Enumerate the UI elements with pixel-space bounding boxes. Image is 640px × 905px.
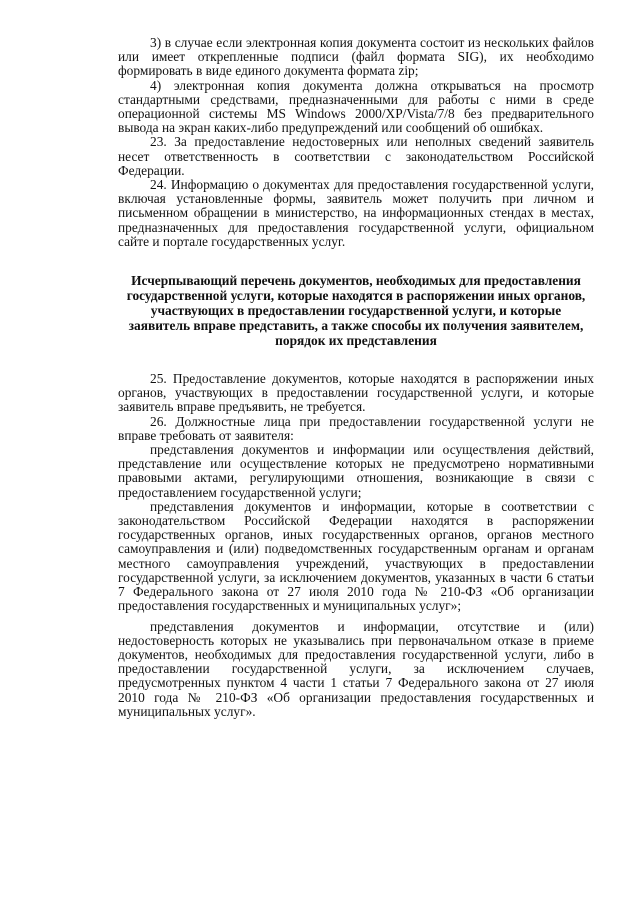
spacer bbox=[118, 358, 594, 372]
paragraph-26: 26. Должностные лица при предоставлении государственной услуги не вправе требовать от заявителя: bbox=[118, 413, 594, 443]
list-item-documents-not-indicated: представления документов и информации, отсутствие и (или) недостоверность которых не указывались при первоначальном отказе в приеме документов, необходимых для предоставления государственной услуги, либо в предоставлении государственной услуги, за исключением случаев, предусмотренных пунктом 4 части 1 статьи 7 Федерального закона от 27 июля 2010 года № 210-ФЗ «Об организации предоставления государственных и муниципальных услуг». bbox=[118, 618, 594, 719]
paragraph-23: 23. За предоставление недостоверных или неполных сведений заявитель несет ответственность в соответствии с законодательством Российской Федерации. bbox=[118, 134, 594, 178]
paragraph-25: 25. Предоставление документов, которые находятся в распоряжении иных органов, участвующих в предоставлении государственной услуги, и которые заявитель вправе предъявить, не требуется. bbox=[118, 371, 594, 415]
spacer bbox=[118, 249, 594, 263]
paragraph-item-4: 4) электронная копия документа должна открываться на просмотр стандартными средствами, предназначенными для работы с ними в среде операционной системы MS Windows 2000/XP/Vista/7/8 без предварительного вывода на экран каких-либо предупреждений или сообщений об ошибках. bbox=[118, 77, 594, 136]
list-item-documents-in-possession: представления документов и информации, которые в соответствии с законодательством Российской Федерации находятся в распоряжении государственных органов, иных государственных органов, органов местного самоуправления и (или) подведомственных государственным органам и органам местного самоуправления учреждений, участвующих в предоставлении государственной услуги, за исключением документов, указанных в части 6 статьи 7 Федерального закона от 27 июля 2010 года № 210-ФЗ «Об организации предоставления государственных и муниципальных услуг»; bbox=[118, 498, 594, 614]
section-heading: Исчерпывающий перечень документов, необходимых для предоставления государственной услуги, которые находятся в распоряжении иных органов, участвующих в предоставлении государственной услуги, и которые заявитель вправе представить, а также способы их получения заявителем, порядок их представления bbox=[126, 273, 586, 349]
paragraph-24: 24. Информацию о документах для предоставления государственной услуги, включая установленные формы, заявитель может получить при личном и письменном обращении в министерство, на информационных стендах в местах, предназначенных для предоставления государственной услуги, официальном сайте и портале государственных услуг. bbox=[118, 177, 594, 249]
paragraph-item-3: 3) в случае если электронная копия документа состоит из нескольких файлов или имеет открепленные подписи (файл формата SIG), их необходимо формировать в виде единого документа формата zip; bbox=[118, 35, 594, 79]
list-item-actions: представления документов и информации или осуществления действий, представление или осуществление которых не предусмотрено нормативными правовыми актами, регулирующими отношения, возникающие в связи с предоставлением государственной услуги; bbox=[118, 442, 594, 500]
